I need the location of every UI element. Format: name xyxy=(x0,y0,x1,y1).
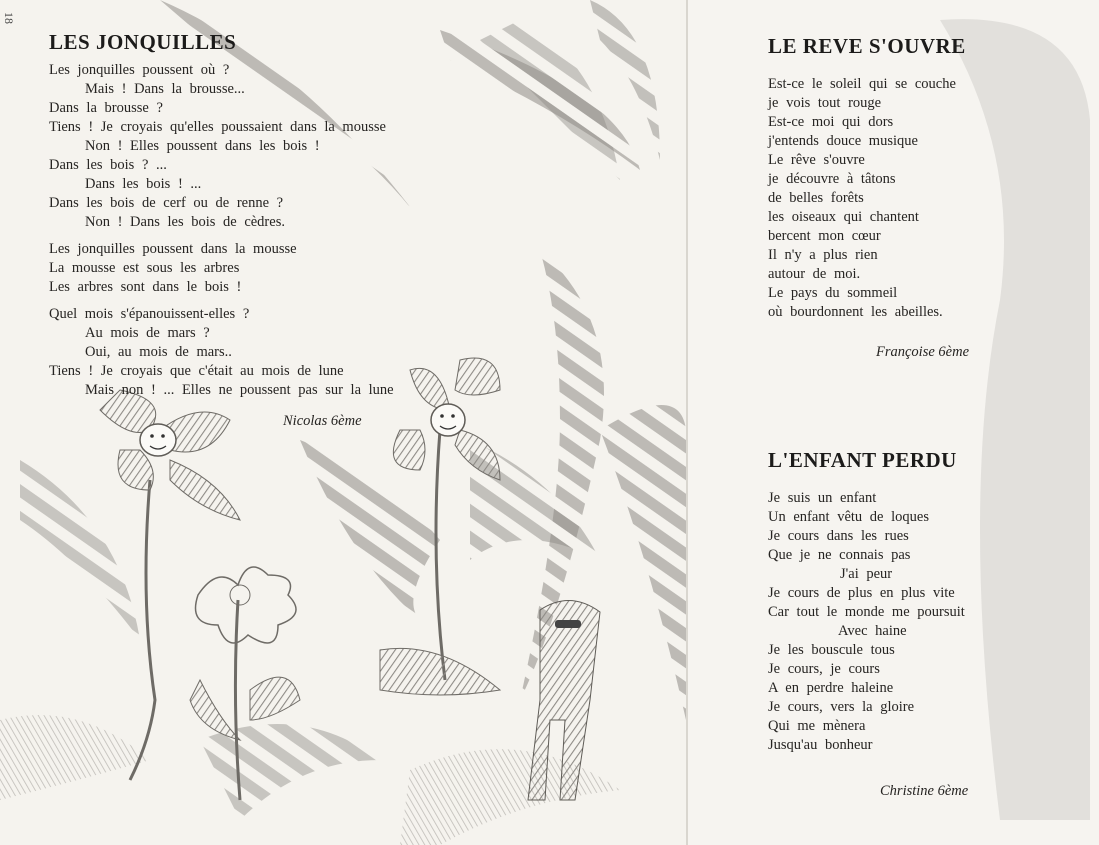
poem-line: les oiseaux qui chantent xyxy=(768,209,919,225)
poem-line: Jusqu'au bonheur xyxy=(768,737,873,753)
poem-line: La mousse est sous les arbres xyxy=(49,260,240,276)
poem-line: je vois tout rouge xyxy=(768,95,882,111)
poem-line: Je cours dans les rues xyxy=(768,528,909,544)
poem-line: Est-ce moi qui dors xyxy=(768,114,894,130)
poem-line: Tiens ! Je croyais que c'était au mois de lune xyxy=(49,363,344,379)
poem-line: Je cours de plus en plus vite xyxy=(768,585,955,601)
poem-lines xyxy=(768,489,965,755)
poem-line: Tiens ! Je croyais qu'elles poussaient dans la mousse xyxy=(49,119,386,135)
poem-line: je découvre à tâtons xyxy=(768,171,896,187)
poem-line: Le rêve s'ouvre xyxy=(768,152,865,168)
poem-lines xyxy=(768,75,966,322)
poem-line: Le pays du sommeil xyxy=(768,285,898,301)
poem-line: Oui, au mois de mars.. xyxy=(85,344,232,360)
poem-line: Mais ! Dans la brousse... xyxy=(85,81,245,97)
poem-line: Mais non ! ... Elles ne poussent pas sur la lune xyxy=(85,382,394,398)
poem-line: Il n'y a plus rien xyxy=(768,247,878,263)
poem-line: Je suis un enfant xyxy=(768,490,877,506)
poem-lines xyxy=(49,61,394,400)
poem-line: autour de moi. xyxy=(768,266,861,282)
poem-line: Quel mois s'épanouissent-elles ? xyxy=(49,306,250,322)
poem-line: Que je ne connais pas xyxy=(768,547,911,563)
poem-line: Les jonquilles poussent où ? xyxy=(49,62,230,78)
poem-line: bercent mon cœur xyxy=(768,228,881,244)
poem-le-reve-s-ouvre xyxy=(768,34,966,322)
poem-line: de belles forêts xyxy=(768,190,864,206)
poem-line: Je cours, je cours xyxy=(768,661,880,677)
poem-line: Qui me mènera xyxy=(768,718,866,734)
poem-line: Dans la brousse ? xyxy=(49,100,163,116)
poem-title: LE REVE S'OUVRE xyxy=(768,34,966,58)
poem-line: Dans les bois ! ... xyxy=(85,176,202,192)
poem-line: Non ! Elles poussent dans les bois ! xyxy=(85,138,320,154)
poem-signature: Nicolas 6ème xyxy=(283,413,362,429)
poem-signature: Christine 6ème xyxy=(880,783,969,799)
poem-line: Au mois de mars ? xyxy=(85,325,210,341)
page-gutter xyxy=(686,0,688,845)
poem-line: Les jonquilles poussent dans la mousse xyxy=(49,241,297,257)
poem-line: où bourdonnent les abeilles. xyxy=(768,304,943,320)
poem-line: Dans les bois de cerf ou de renne ? xyxy=(49,195,284,211)
poem-line: j'entends douce musique xyxy=(768,133,918,149)
poem-line: Je cours, vers la gloire xyxy=(768,699,915,715)
poem-line: Dans les bois ? ... xyxy=(49,157,167,173)
poem-line: J'ai peur xyxy=(840,566,893,582)
poem-line: Avec haine xyxy=(838,623,907,639)
poem-line: Car tout le monde me poursuit xyxy=(768,604,965,620)
poem-title: LES JONQUILLES xyxy=(49,30,237,54)
poem-line: Je les bouscule tous xyxy=(768,642,895,658)
poem-line: Non ! Dans les bois de cèdres. xyxy=(85,214,285,230)
poem-les-jonquilles xyxy=(49,30,394,400)
poem-line: Est-ce le soleil qui se couche xyxy=(768,76,956,92)
poem-l-enfant-perdu xyxy=(768,448,965,755)
poem-signature: Françoise 6ème xyxy=(876,344,970,360)
page-number: 18 xyxy=(2,12,16,24)
poem-line: Les arbres sont dans le bois ! xyxy=(49,279,242,295)
poem-line: A en perdre haleine xyxy=(768,680,894,696)
poem-line: Un enfant vêtu de loques xyxy=(768,509,929,525)
poem-title: L'ENFANT PERDU xyxy=(768,448,957,472)
